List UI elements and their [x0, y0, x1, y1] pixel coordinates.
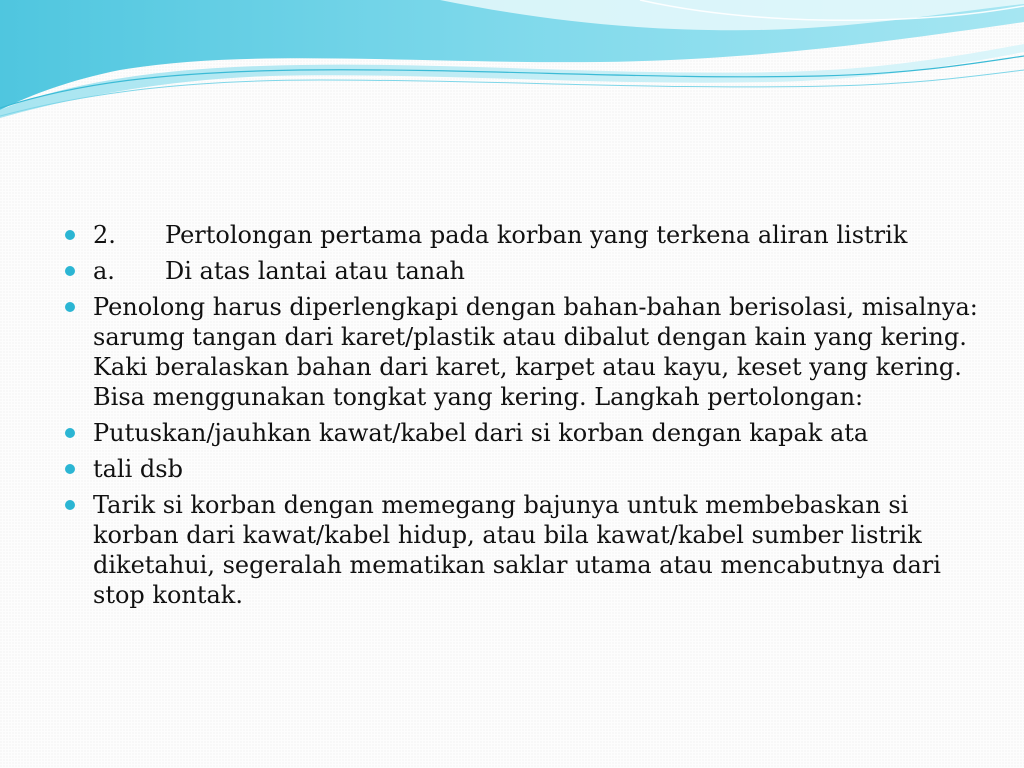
bullet-icon	[65, 500, 75, 510]
bullet-item-floor-ground	[62, 256, 982, 286]
bullet-icon	[65, 464, 75, 474]
bullet-icon	[65, 266, 75, 276]
bullet-icon	[65, 302, 75, 312]
bullet-item-rescuer-equipment	[62, 292, 982, 412]
item-text: Putuskan/jauhkan kawat/kabel dari si korban dengan kapak ata	[93, 419, 869, 447]
bullet-item-rope	[62, 454, 982, 484]
bullet-icon	[65, 428, 75, 438]
wave-header-decoration	[0, 0, 1024, 130]
bullet-list	[62, 220, 982, 610]
item-text: Di atas lantai atau tanah	[165, 257, 465, 285]
item-text: Pertolongan pertama pada korban yang terkena aliran listrik	[165, 221, 908, 249]
bullet-item-pull-victim	[62, 490, 982, 610]
item-text: Penolong harus diperlengkapi dengan bahan-bahan berisolasi, misalnya: sarumg tangan dari karet/plastik atau dibalut dengan kain yang kering. Kaki beralaskan bahan dari karet, karpet atau kayu, keset yang kering. Bisa menggunakan tongkat yang kering. Langkah pertolongan:	[93, 293, 978, 411]
item-text: Tarik si korban dengan memegang bajunya untuk membebaskan si korban dari kawat/kabel hidup, atau bila kawat/kabel sumber listrik diketahui, segeralah mematikan saklar utama atau mencabutnya dari stop kontak.	[93, 491, 941, 609]
slide-body	[62, 220, 982, 616]
item-number: 2.	[93, 221, 116, 249]
item-text: tali dsb	[93, 455, 183, 483]
bullet-item-disconnect-cable	[62, 418, 982, 448]
item-number: a.	[93, 257, 115, 285]
bullet-icon	[65, 230, 75, 240]
bullet-item-first-aid-heading	[62, 220, 982, 250]
